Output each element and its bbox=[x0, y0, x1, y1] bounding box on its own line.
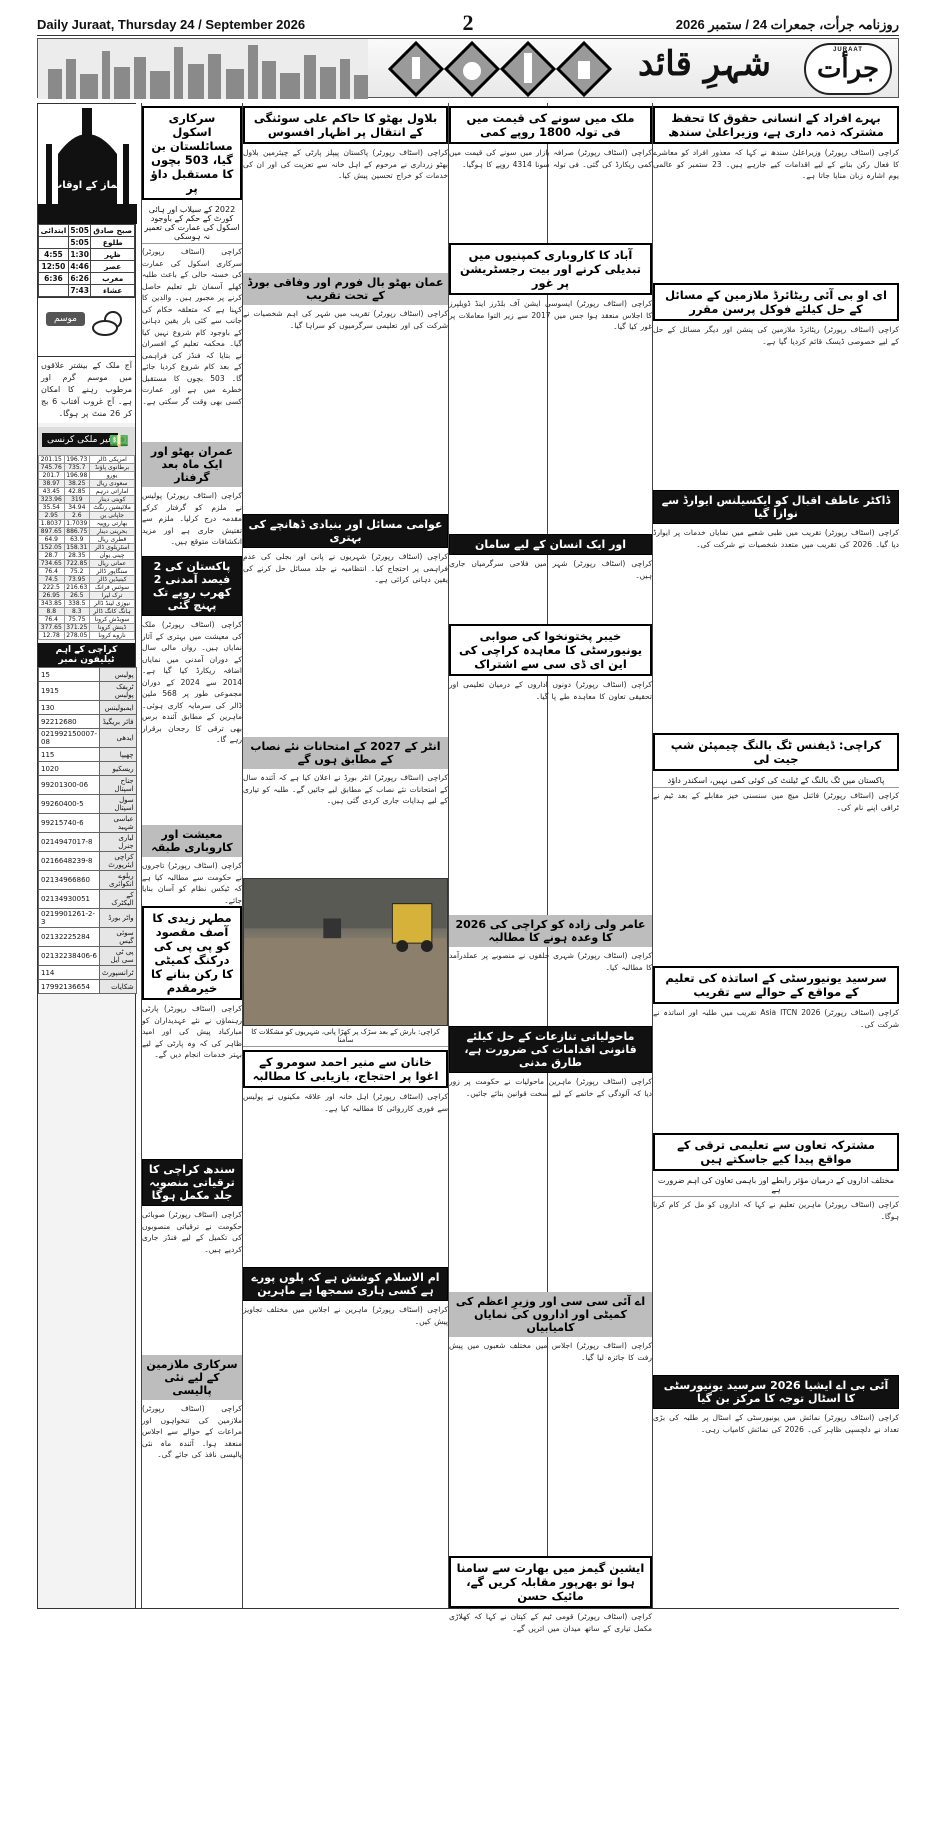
story-headline: سندھ کراچی کا ترقیاتی منصوبہ جلد مکمل ہوگا bbox=[142, 1159, 242, 1206]
prayer-label: ابتدائی bbox=[39, 225, 69, 237]
currency-cell: برطانوی پاؤنڈ bbox=[90, 464, 135, 472]
phone-number: 17992136654 bbox=[39, 980, 100, 994]
prayer-row bbox=[39, 261, 135, 273]
story bbox=[449, 106, 652, 237]
currency-cell: 2.95 bbox=[39, 512, 65, 520]
story-headline: سرسید یونیورسٹی کے اساتذہ کی تعلیم کے مواقع کے حوالے سے تقریب bbox=[653, 966, 899, 1004]
story bbox=[142, 906, 242, 1153]
prayer-row bbox=[39, 225, 135, 237]
story bbox=[653, 733, 899, 960]
story-body: کراچی (اسٹاف رپورٹر) ملازمین کی تنخواہوں اور مراعات کے حوالے سے اجلاس منعقد ہوا۔ آئندہ ماہ نئی پالیسی نافذ کی جائے گی۔ bbox=[142, 1404, 242, 1459]
currency-cell: سنگاپور ڈالر bbox=[90, 568, 135, 576]
currency-cell: 64.9 bbox=[39, 536, 65, 544]
phone-number: 0219901261-2-3 bbox=[39, 909, 100, 928]
currency-row bbox=[39, 520, 135, 528]
phone-label: پولیس bbox=[99, 668, 136, 682]
story-body: کراچی (اسٹاف رپورٹر) پولیس نے ملزم کو گرفتار کرکے مقدمہ درج کرلیا۔ ملزم سے تفتیش جاری ہے اور مزید انکشافات متوقع ہیں۔ bbox=[142, 491, 242, 546]
story-headline: انٹر کے 2027 کے امتحانات نئے نصاب کے مطابق ہوں گے bbox=[243, 737, 448, 769]
story-headline: خیبر پختونخوا کی صوابی یونیورسٹی کا معاہدہ کراچی کی این ای ڈی سی سے اشتراک bbox=[449, 624, 652, 676]
currency-cell: 74.5 bbox=[39, 576, 65, 584]
currency-row bbox=[39, 592, 135, 600]
currency-cell: 8.8 bbox=[39, 608, 65, 616]
phone-row bbox=[39, 715, 137, 729]
sun-cloud-icon bbox=[89, 308, 129, 338]
phone-row bbox=[39, 795, 137, 814]
phone-label: فائر بریگیڈ bbox=[99, 715, 136, 729]
currency-cell: 216.63 bbox=[64, 584, 90, 592]
header-left: Daily Juraat, Thursday 24 / September 2026 bbox=[37, 17, 306, 32]
money-icon: 💵 bbox=[109, 431, 129, 450]
story-body: کراچی (اسٹاف رپورٹر) ریٹائرڈ ملازمین کی پنشن اور دیگر مسائل کے حل کے لیے خصوصی ڈیسک قائم کردیا گیا ہے۔ bbox=[653, 325, 899, 346]
currency-cell: 73.95 bbox=[64, 576, 90, 584]
currency-cell: 897.65 bbox=[39, 528, 65, 536]
currency-cell: 1.8037 bbox=[39, 520, 65, 528]
story bbox=[142, 825, 242, 905]
story-headline: آباد کا کاروباری کمپنیوں میں تبدیلی کرنے اور بیت رجسٹریشن پر غور bbox=[449, 243, 652, 295]
weather-title: موسم bbox=[46, 312, 85, 326]
prayer-label bbox=[39, 237, 69, 249]
story-body: کراچی (اسٹاف رپورٹر) اہل خانہ اور علاقہ مکینوں نے پولیس سے فوری کارروائی کا مطالبہ کیا ہے۔ bbox=[243, 1092, 448, 1113]
currency-cell: 371.25 bbox=[64, 624, 90, 632]
story-body: کراچی (اسٹاف رپورٹر) انٹر بورڈ نے اعلان کیا ہے کہ آئندہ سال کے امتحانات نئے نصاب کے مطابق لیے جائیں گے۔ طلبہ کو تیاری کے لیے ہدایات جاری کردی گئی ہیں۔ bbox=[243, 773, 448, 805]
currency-cell: یورو bbox=[90, 472, 135, 480]
prayer-time: 7:43 bbox=[70, 286, 89, 295]
currency-cell: 319 bbox=[64, 496, 90, 504]
story-body: کراچی (اسٹاف رپورٹر) ماہرین نے اجلاس میں مختلف تجاویز پیش کیں۔ bbox=[243, 1305, 448, 1326]
phone-row bbox=[39, 814, 137, 833]
currency-cell: 35.54 bbox=[39, 504, 65, 512]
prayer-name: صبح صادق bbox=[91, 225, 135, 237]
currency-cell: ترک لیرا bbox=[90, 592, 135, 600]
currency-cell: 38.25 bbox=[64, 480, 90, 488]
bottom-rule bbox=[37, 1608, 899, 1609]
currency-cell: چینی یوآن bbox=[90, 552, 135, 560]
phone-number: 130 bbox=[39, 701, 100, 715]
currency-cell: کویتی دینار bbox=[90, 496, 135, 504]
currency-cell: جاپانی ین bbox=[90, 512, 135, 520]
story-body: کراچی (اسٹاف رپورٹر) اجلاس میں مختلف شعبوں میں پیش رفت کا جائزہ لیا گیا۔ bbox=[449, 1341, 652, 1362]
story-headline: کراچی: ڈیفنس ٹگ بالنگ چیمپئن شپ جیت لی bbox=[653, 733, 899, 771]
phone-row bbox=[39, 748, 137, 762]
story-headline: ماحولیاتی تنازعات کے حل کیلئے قانونی اقدامات کی ضرورت ہے، طارق مدنی bbox=[449, 1026, 652, 1073]
story-headline: مشترکہ تعاون سے تعلیمی ترقی کے مواقع پیدا کیے جاسکتے ہیں bbox=[653, 1133, 899, 1171]
prayer-time: 6:26 bbox=[70, 274, 89, 283]
currency-row bbox=[39, 472, 135, 480]
currency-row bbox=[39, 560, 135, 568]
story bbox=[243, 1050, 448, 1261]
phone-row bbox=[39, 682, 137, 701]
story bbox=[653, 106, 899, 277]
prayer-row bbox=[39, 285, 135, 297]
currency-row bbox=[39, 600, 135, 608]
currency-cell: 75.75 bbox=[64, 616, 90, 624]
phone-row bbox=[39, 890, 137, 909]
story-headline: پاکستان کی 2 فیصد آمدنی 2 کھرب روپے تک پہنچ گئی bbox=[142, 556, 242, 616]
phone-row bbox=[39, 776, 137, 795]
phone-number: 02132225284 bbox=[39, 928, 100, 947]
currency-cell: 152.05 bbox=[39, 544, 65, 552]
currency-cell: 196.73 bbox=[64, 456, 90, 464]
currency-cell: سویڈش کرونا bbox=[90, 616, 135, 624]
story bbox=[142, 106, 242, 436]
story bbox=[449, 624, 652, 909]
currency-row bbox=[39, 528, 135, 536]
story-headline: اے آئی سی سی اور وزیرِ اعظم کی کمیٹی اور اداروں کی نمایاں کامیابیاں bbox=[449, 1292, 652, 1337]
story bbox=[653, 1133, 899, 1369]
news-photo bbox=[243, 878, 448, 1026]
currency-row bbox=[39, 568, 135, 576]
currency-row bbox=[39, 456, 135, 464]
story-body: کراچی (اسٹاف رپورٹر) شہری حلقوں نے منصوبے پر عملدرآمد کا مطالبہ کیا۔ bbox=[449, 951, 652, 972]
story bbox=[243, 106, 448, 267]
currency-cell: سعودی ریال bbox=[90, 480, 135, 488]
story-headline: ایشین گیمز میں بھارت سے سامنا ہوا تو بھرپور مقابلہ کریں گے، مائیک حسن bbox=[449, 1556, 652, 1608]
currency-cell: 43.45 bbox=[39, 488, 65, 496]
prayer-name: ظہر bbox=[91, 249, 135, 261]
currency-cell: 38.97 bbox=[39, 480, 65, 488]
currency-cell: 8.3 bbox=[64, 608, 90, 616]
story-body: کراچی (اسٹاف رپورٹر) شہر میں فلاحی سرگرمیاں جاری ہیں۔ bbox=[449, 559, 652, 580]
currency-cell: 34.94 bbox=[64, 504, 90, 512]
currency-row bbox=[39, 488, 135, 496]
story-body: کراچی (اسٹاف رپورٹر) صرافہ بازار میں سونے کی قیمت میں کمی ریکارڈ کی گئی۔ فی تولہ سونا 4314 روپے کا ہوگیا۔ bbox=[449, 148, 652, 169]
weather-text: آج ملک کے بیشتر علاقوں میں موسم گرم اور مرطوب رہنے کا امکان ہے۔ آج غروب آفتاب 6 بج کر 26 منٹ پر ہوگا۔ bbox=[38, 357, 135, 423]
story-headline: معیشت اور کاروباری طبقہ bbox=[142, 825, 242, 857]
story-body: کراچی (اسٹاف رپورٹر) سرکاری اسکول کی عمارت کی خستہ حالی کے باعث طلبہ کھلے آسمان تلے تعلیم حاصل کرنے پر مجبور ہیں۔ والدین کا کہنا ہے کہ متعلقہ حکام کی جانب سے کئی بار یقین دہانی کے باوجود کام شروع نہیں کیا گیا۔ محکمہ تعلیم کے افسران نے بتایا کہ فنڈز کی فراہمی کے بعد کام شروع کردیا جائے گا۔ 503 بچوں کا مستقبل خطرے میں ہے اور عمارت کسی بھی وقت گر سکتی ہے۔ bbox=[142, 247, 242, 406]
currency-cell: 26.5 bbox=[64, 592, 90, 600]
currency-cell: 735.7 bbox=[64, 464, 90, 472]
phone-number: 021992150007-08 bbox=[39, 729, 100, 748]
currency-cell: سوئس فرانک bbox=[90, 584, 135, 592]
currency-cell: ملائیشین رنگٹ bbox=[90, 504, 135, 512]
story-body: کراچی (اسٹاف رپورٹر) نمائش میں یونیورسٹی کے اسٹال پر طلبہ کی بڑی تعداد نے دلچسپی ظاہر کی۔ 2026 کی نمائش کامیاب رہی۔ bbox=[653, 1413, 899, 1434]
currency-cell: ناروے کرونا bbox=[90, 632, 135, 640]
story-headline: ڈاکٹر عاطف اقبال کو ایکسیلنس ایوارڈ سے نوازا گیا bbox=[653, 490, 899, 524]
story-body: کراچی (اسٹاف رپورٹر) تاجروں نے حکومت سے مطالبہ کیا ہے کہ ٹیکس نظام کو آسان بنایا جائے۔ bbox=[142, 861, 242, 905]
story-subheadline: مختلف اداروں کے درمیان مؤثر رابطے اور باہمی تعاون کی اہم ضرورت ہے bbox=[653, 1174, 899, 1197]
story bbox=[653, 1375, 899, 1572]
phone-row bbox=[39, 729, 137, 748]
story-headline: ام الاسلام کوشش ہے کہ پلوں پورے ہے کسی ہاری سمجھا ہے ماہرین bbox=[243, 1267, 448, 1301]
story-body: کراچی (اسٹاف رپورٹر) شہریوں نے پانی اور بجلی کی عدم فراہمی پر احتجاج کیا۔ انتظامیہ نے جلد مسائل حل کرنے کی یقین دہانی کرائی ہے۔ bbox=[243, 552, 448, 584]
story-subheadline: 2022 کے سیلاب اور ہائی کورٹ کے حکم کے باوجود اسکول کی عمارت کی تعمیر نہ ہوسکی bbox=[142, 203, 242, 244]
phone-row bbox=[39, 980, 137, 994]
currency-row bbox=[39, 504, 135, 512]
phone-label: سوئی گیس bbox=[99, 928, 136, 947]
currency-cell: اماراتی درہم bbox=[90, 488, 135, 496]
prayer-label: 4:55 bbox=[39, 249, 69, 261]
phone-row bbox=[39, 833, 137, 852]
currency-cell: 42.85 bbox=[64, 488, 90, 496]
masthead-title: شہرِ قائد bbox=[638, 44, 771, 84]
page-number: 2 bbox=[462, 10, 474, 35]
currency-cell: 222.5 bbox=[39, 584, 65, 592]
prayer-row bbox=[39, 249, 135, 261]
story-body: کراچی (اسٹاف رپورٹر) قومی ٹیم کے کپتان نے کہا کہ کھلاڑی مکمل تیاری کے ساتھ میدان میں اتریں گے۔ bbox=[449, 1612, 652, 1633]
story-headline: آئی بی اے ایشیا 2026 سرسید یونیورسٹی کا اسٹال توجہ کا مرکز بن گیا bbox=[653, 1375, 899, 1409]
prayer-time: 4:46 bbox=[70, 262, 89, 271]
currency-cell: 28.7 bbox=[39, 552, 65, 560]
story-body: کراچی (اسٹاف رپورٹر) صوبائی حکومت نے ترقیاتی منصوبوں کی تکمیل کے لیے فنڈز جاری کردیے ہیں۔ bbox=[142, 1210, 242, 1254]
currency-cell: نیوزی لینڈ ڈالر bbox=[90, 600, 135, 608]
currency-row bbox=[39, 552, 135, 560]
currency-row bbox=[39, 496, 135, 504]
currency-row bbox=[39, 544, 135, 552]
photo-caption: کراچی: بارش کے بعد سڑک پر کھڑا پانی، شہریوں کو مشکلات کا سامنا bbox=[243, 1026, 448, 1047]
currency-cell: کینیڈین ڈالر bbox=[90, 576, 135, 584]
phone-row bbox=[39, 668, 137, 682]
story-body: کراچی (اسٹاف رپورٹر) دونوں اداروں کے درمیان تعلیمی اور تحقیقی تعاون کا معاہدہ طے پا گیا۔ bbox=[449, 680, 652, 701]
currency-cell: قطری ریال bbox=[90, 536, 135, 544]
story bbox=[243, 514, 448, 731]
story bbox=[449, 1026, 652, 1286]
currency-banner bbox=[38, 427, 135, 455]
phone-number: 02134966860 bbox=[39, 871, 100, 890]
currency-cell: 63.9 bbox=[64, 536, 90, 544]
currency-cell: 76.4 bbox=[39, 568, 65, 576]
phone-label: پی ٹی سی ایل bbox=[99, 947, 136, 966]
prayer-row bbox=[39, 273, 135, 285]
currency-cell: آسٹریلوی ڈالر bbox=[90, 544, 135, 552]
story-body: کراچی (اسٹاف رپورٹر) تقریب میں شہر کی اہم شخصیات نے شرکت کی اور تعلیمی سرگرمیوں کو سراہا گیا۔ bbox=[243, 309, 448, 330]
story bbox=[142, 1355, 242, 1543]
story-body: کراچی (اسٹاف رپورٹر) 2026 Asia ITCN تقریب میں طلبہ اور اساتذہ نے شرکت کی۔ bbox=[653, 1008, 899, 1029]
currency-cell: 158.31 bbox=[64, 544, 90, 552]
story-headline: اور ایک انسان کے لیے سامان bbox=[449, 534, 652, 555]
phone-label: ایدھی bbox=[99, 729, 136, 748]
phone-label: جناح اسپتال bbox=[99, 776, 136, 795]
currency-cell: 201.7 bbox=[39, 472, 65, 480]
mosque-icon bbox=[38, 104, 137, 224]
currency-cell: 75.2 bbox=[64, 568, 90, 576]
phone-number: 0216648239-8 bbox=[39, 852, 100, 871]
currency-cell: 2.6 bbox=[64, 512, 90, 520]
currency-cell: 886.75 bbox=[64, 528, 90, 536]
currency-cell: 12.78 bbox=[39, 632, 65, 640]
phone-number: 115 bbox=[39, 748, 100, 762]
story bbox=[449, 243, 652, 528]
currency-cell: امریکی ڈالر bbox=[90, 456, 135, 464]
currency-title: غیر ملکی کرنسی bbox=[42, 433, 118, 447]
prayer-label: 12:50 bbox=[39, 261, 69, 273]
phone-row bbox=[39, 966, 137, 980]
logo-text-en: JURAAT bbox=[833, 47, 863, 53]
page-header bbox=[37, 10, 899, 36]
phone-label: ٹرانسپورٹ bbox=[99, 966, 136, 980]
column-2 bbox=[243, 103, 448, 1609]
story-headline: بلاول بھٹو کا حاکم علی سوئنگی کے انتقال پر اظہار افسوس bbox=[243, 106, 448, 144]
phones-table bbox=[38, 667, 137, 994]
phone-number: 99201300-06 bbox=[39, 776, 100, 795]
phone-number: 92212680 bbox=[39, 715, 100, 729]
phone-row bbox=[39, 947, 137, 966]
phone-label: چھیپا bbox=[99, 748, 136, 762]
currency-cell: 278.05 bbox=[64, 632, 90, 640]
currency-cell: 1.7039 bbox=[64, 520, 90, 528]
story bbox=[142, 1159, 242, 1349]
currency-cell: عمانی ریال bbox=[90, 560, 135, 568]
currency-cell: 734.65 bbox=[39, 560, 65, 568]
phone-label: شکایات bbox=[99, 980, 136, 994]
phones-title: کراچی کے اہم ٹیلیفون نمبر bbox=[38, 643, 135, 667]
story bbox=[653, 283, 899, 484]
prayer-name: مغرب bbox=[91, 273, 135, 285]
prayer-name: عصر bbox=[91, 261, 135, 273]
story-headline: عمران بھٹو اور ایک ماہ بعد گرفتار bbox=[142, 442, 242, 487]
currency-row bbox=[39, 616, 135, 624]
currency-cell: 76.4 bbox=[39, 616, 65, 624]
phone-row bbox=[39, 852, 137, 871]
phone-number: 114 bbox=[39, 966, 100, 980]
prayer-name: عشاء bbox=[91, 285, 135, 297]
story bbox=[449, 534, 652, 618]
story-body: کراچی (اسٹاف رپورٹر) ماہرین تعلیم نے کہا کہ اداروں کو مل کر کام کرنا ہوگا۔ bbox=[653, 1200, 899, 1221]
prayer-label: 6:36 bbox=[39, 273, 69, 285]
currency-cell: 201.15 bbox=[39, 456, 65, 464]
currency-cell: 28.35 bbox=[64, 552, 90, 560]
story-headline: سرکاری ملازمین کے لیے نئی پالیسی bbox=[142, 1355, 242, 1400]
phone-label: کراچی ایئرپورٹ bbox=[99, 852, 136, 871]
story bbox=[449, 1556, 652, 1821]
story-body: کراچی (اسٹاف رپورٹر) تقریب میں طبی شعبے میں نمایاں خدمات پر ایوارڈ دیا گیا۔ 2026 کی تقریب میں متعدد شخصیات نے شرکت کی۔ bbox=[653, 528, 899, 549]
currency-cell: بھارتی روپیہ bbox=[90, 520, 135, 528]
story bbox=[142, 442, 242, 550]
prayer-label bbox=[39, 285, 69, 297]
phone-label: کے الیکٹرک bbox=[99, 890, 136, 909]
phone-row bbox=[39, 762, 137, 776]
currency-cell: ہانگ کانگ ڈالر bbox=[90, 608, 135, 616]
story-headline: خانان سے منیر احمد سومرو کے اغوا پر احتجاج، بازیابی کا مطالبہ bbox=[243, 1050, 448, 1088]
phone-number: 99260400-5 bbox=[39, 795, 100, 814]
phone-row bbox=[39, 928, 137, 947]
story bbox=[142, 556, 242, 819]
prayer-name: طلوع bbox=[91, 237, 135, 249]
story-body: کراچی (اسٹاف رپورٹر) ایسوسی ایشن آف بلڈرز اینڈ ڈویلپرز کا اجلاس منعقد ہوا جس میں 2017 سے زیر التوا معاملات پر غور کیا گیا۔ bbox=[449, 299, 652, 331]
phone-number: 02132238406-6 bbox=[39, 947, 100, 966]
currency-cell: 722.85 bbox=[64, 560, 90, 568]
story-headline: ملک میں سونے کی قیمت میں فی تولہ 1800 روپے کمی bbox=[449, 106, 652, 144]
phone-number: 1020 bbox=[39, 762, 100, 776]
story-body: کراچی (اسٹاف رپورٹر) وزیراعلیٰ سندھ نے کہا کہ معذور افراد کو معاشرے کا فعال رکن بنانے کے لیے اقدامات کیے جارہے ہیں۔ 23 ستمبر کو عالمی یوم اشارہ زبان منایا جاتا ہے۔ bbox=[653, 148, 900, 180]
currency-cell: بحرینی دینار bbox=[90, 528, 135, 536]
currency-cell: 323.96 bbox=[39, 496, 65, 504]
story bbox=[653, 490, 899, 727]
story-subheadline: پاکستان میں ٹگ بالنگ کے ٹیلنٹ کی کوئی کمی نہیں، اسکندر داؤد bbox=[653, 774, 899, 788]
landmark-diamonds bbox=[388, 41, 628, 97]
currency-cell: 338.5 bbox=[64, 600, 90, 608]
masthead bbox=[37, 38, 899, 98]
story-headline: بہرے افراد کے انسانی حقوق کا تحفظ مشترکہ ذمہ داری ہے، وزیراعلیٰ سندھ bbox=[653, 106, 899, 144]
story-headline: عمان بھٹو بال فورم اور وفاقی بورڈ کے تحت تقریب bbox=[243, 273, 448, 305]
prayer-title: نماز کے اوقات bbox=[52, 180, 121, 191]
currency-cell: 196.98 bbox=[64, 472, 90, 480]
newspaper-logo bbox=[804, 43, 892, 95]
story-headline: مطہر زیدی کا آصف مقصود کو پی پی کی درکنگ کمیٹی کا رکن بنانے کا خیرمقدم bbox=[142, 906, 242, 1000]
weather-box bbox=[38, 297, 135, 357]
phone-label: ریسکیو bbox=[99, 762, 136, 776]
story-body: کراچی (اسٹاف رپورٹر) پاکستان پیپلز پارٹی کے چیئرمین بلاول بھٹو زرداری نے مرحوم کے اہل خانہ سے تعزیت کی اور ان کی خدمات کو خراج تحسین پیش کیا۔ bbox=[243, 148, 448, 180]
story-body: کراچی (اسٹاف رپورٹر) ماہرین ماحولیات نے حکومت پر زور دیا کہ آلودگی کے خاتمے کے لیے سخت قوانین بنائے جائیں۔ bbox=[449, 1077, 652, 1098]
prayer-time: 1:30 bbox=[70, 250, 89, 259]
currency-cell: 377.65 bbox=[39, 624, 65, 632]
currency-row bbox=[39, 464, 135, 472]
currency-cell: 343.85 bbox=[39, 600, 65, 608]
currency-cell: 745.76 bbox=[39, 464, 65, 472]
phone-number: 15 bbox=[39, 668, 100, 682]
column-4 bbox=[653, 103, 899, 1609]
currency-row bbox=[39, 632, 135, 640]
story-headline: عوامی مسائل اور بنیادی ڈھانچے کی بہتری bbox=[243, 514, 448, 548]
story-body: کراچی (اسٹاف رپورٹر) فائنل میچ میں سنسنی خیز مقابلے کے بعد ٹیم نے ٹرافی اپنے نام کی۔ bbox=[653, 791, 899, 812]
phone-row bbox=[39, 701, 137, 715]
story-headline: سرکاری اسکول مسائلستان بن گیا، 503 بچوں کا مستقبل داؤ پر bbox=[142, 106, 242, 200]
logo-text: جرأت bbox=[816, 54, 880, 84]
rickshaw-photo-icon bbox=[244, 879, 447, 1025]
story-body: کراچی (اسٹاف رپورٹر) پارٹی رہنماؤں نے نئے عہدیداران کو مبارکباد پیش کی اور امید ظاہر کی کہ وہ پارٹی کے لیے بہتر خدمات انجام دیں گے۔ bbox=[142, 1004, 242, 1059]
story bbox=[449, 1292, 652, 1550]
header-right: روزنامہ جرأت، جمعرات 24 / ستمبر 2026 bbox=[675, 16, 899, 32]
story-body: کراچی (اسٹاف رپورٹر) ملک کی معیشت میں بہتری کے آثار نمایاں ہیں۔ رواں مالی سال کے دوران آمدنی میں نمایاں اضافہ ریکارڈ کیا گیا ہے۔ 2014 سے 2024 کے دوران مجموعی طور پر 568 ملین ڈالر کی سرمایہ کاری ہوئی۔ ماہرین کے مطابق آئندہ برس بھی ترقی کا رجحان برقرار رہے گا۔ bbox=[142, 620, 243, 744]
prayer-row bbox=[39, 237, 135, 249]
prayer-time: 5:05 bbox=[70, 238, 89, 247]
prayer-time: 5:05 bbox=[70, 226, 89, 235]
story bbox=[243, 737, 448, 872]
story-headline: عامر ولی زادہ کو کراچی کی 2026 کا وعدہ ہونے کا مطالبہ bbox=[449, 915, 652, 947]
prayer-times-box bbox=[38, 104, 135, 224]
phone-label: لیاری جنرل bbox=[99, 833, 136, 852]
currency-row bbox=[39, 576, 135, 584]
phone-row bbox=[39, 871, 137, 890]
currency-row bbox=[39, 512, 135, 520]
story bbox=[449, 915, 652, 1020]
story-headline: ای او بی آئی ریٹائرڈ ملازمین کے مسائل کے حل کیلئے فوکل پرسن مقرر bbox=[653, 283, 899, 321]
phone-label: واٹر بورڈ bbox=[99, 909, 136, 928]
currency-cell: ڈینش کرونا bbox=[90, 624, 135, 632]
phone-number: 99215740-6 bbox=[39, 814, 100, 833]
phone-label: ریلوے انکوائری bbox=[99, 871, 136, 890]
story bbox=[243, 1267, 448, 1474]
prayer-table bbox=[38, 224, 135, 297]
phone-row bbox=[39, 909, 137, 928]
story bbox=[243, 273, 448, 508]
currency-table bbox=[38, 455, 135, 640]
currency-row bbox=[39, 608, 135, 616]
column-3 bbox=[449, 103, 652, 1633]
phone-number: 02134930051 bbox=[39, 890, 100, 909]
column-1 bbox=[142, 103, 242, 1609]
sidebar bbox=[37, 103, 136, 1609]
phone-number: 0214947017-8 bbox=[39, 833, 100, 852]
phone-number: 1915 bbox=[39, 682, 100, 701]
phone-label: سول اسپتال bbox=[99, 795, 136, 814]
currency-row bbox=[39, 624, 135, 632]
story bbox=[653, 966, 899, 1127]
currency-row bbox=[39, 584, 135, 592]
currency-row bbox=[39, 480, 135, 488]
skyline-image bbox=[38, 39, 368, 99]
phone-label: ٹریفک پولیس bbox=[99, 682, 136, 701]
currency-cell: 26.95 bbox=[39, 592, 65, 600]
phone-label: ایمبولینس bbox=[99, 701, 136, 715]
currency-row bbox=[39, 536, 135, 544]
phone-label: عباسی شہید bbox=[99, 814, 136, 833]
